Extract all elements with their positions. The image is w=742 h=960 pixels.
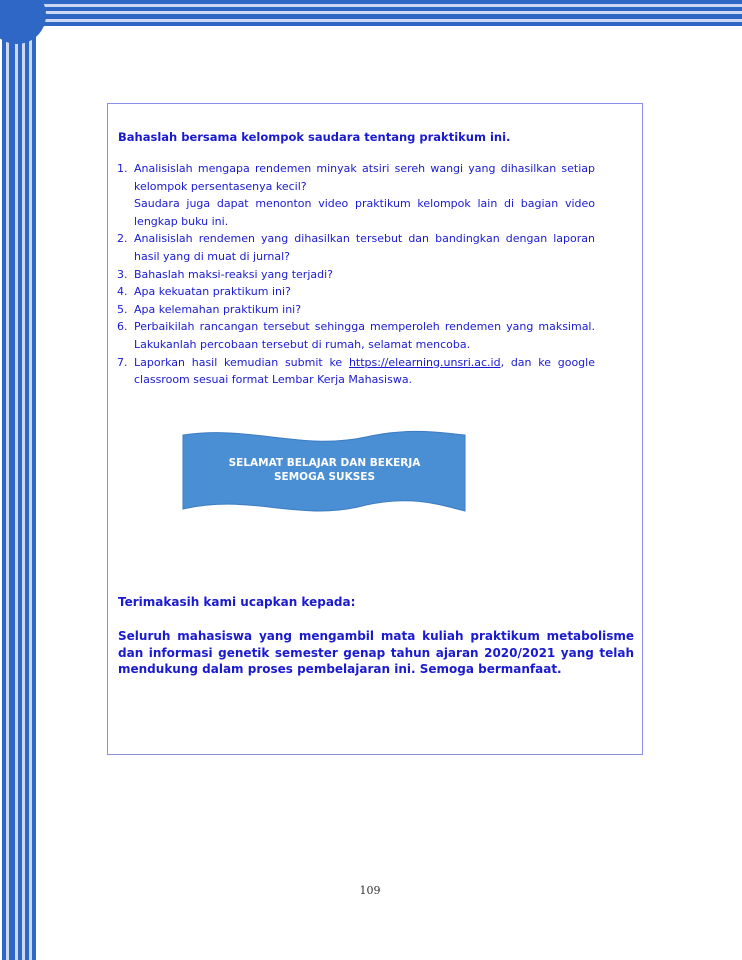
elearning-link[interactable]: https://elearning.unsri.ac.id [348,355,501,369]
task-number: 4. [117,285,128,299]
task-item [117,266,595,284]
task-item [117,160,595,230]
banner-line-2: SEMOGA SUKSES [273,471,376,483]
thanks-body: Seluruh mahasiswa yang mengambil mata kuliah praktikum metabolisme dan informasi genetik semester genap tahun ajaran 2020/2021 yang telah mendukung dalam proses pembelajaran ini. Semoga bermanfaat. [118,629,634,676]
closing-banner-text [181,456,468,484]
task-item [117,283,595,301]
task-number: 6. [117,320,128,334]
banner-line-1: SELAMAT BELAJAR DAN BEKERJA [228,457,421,469]
thanks-title: Terimakasih kami ucapkan kepada: [118,595,356,609]
discussion-heading: Bahaslah bersama kelompok saudara tentang praktikum ini. [118,130,511,144]
task-text-after: , dan ke google classroom sesuai format Lembar Kerja Mahasiswa. [134,355,595,387]
page-number: 109 [359,884,381,897]
task-number: 5. [117,302,128,316]
task-text: Laporkan hasil kemudian submit ke [134,355,349,369]
task-note: Saudara juga dapat menonton video praktikum kelompok lain di bagian video lengkap buku ini. [134,197,595,228]
task-text: Analisislah rendemen yang dihasilkan tersebut dan bandingkan dengan laporan hasil yang di muat di jurnal? [134,232,595,263]
task-item [117,354,595,389]
task-item [117,301,595,319]
page-frame-left-bars [0,0,40,960]
task-number: 7. [117,355,128,369]
task-item [117,230,595,265]
task-text: Analisislah mengapa rendemen minyak atsiri sereh wangi yang dihasilkan setiap kelompok persentasenya kecil? [134,162,595,193]
task-number: 2. [117,232,128,246]
task-list [117,160,595,389]
task-text: Bahaslah maksi-reaksi yang terjadi? [134,267,333,281]
task-text: Perbaikilah rancangan tersebut sehingga memperoleh rendemen yang maksimal. Lakukanlah percobaan tersebut di rumah, selamat mencoba. [134,320,595,351]
discussion-box [107,103,643,755]
page-frame-top-bars [0,0,742,40]
task-number: 1. [117,162,128,175]
task-number: 3. [117,267,128,281]
task-text: Apa kelemahan praktikum ini? [134,302,302,316]
task-text: Apa kekuatan praktikum ini? [134,285,291,299]
task-item [117,318,595,353]
